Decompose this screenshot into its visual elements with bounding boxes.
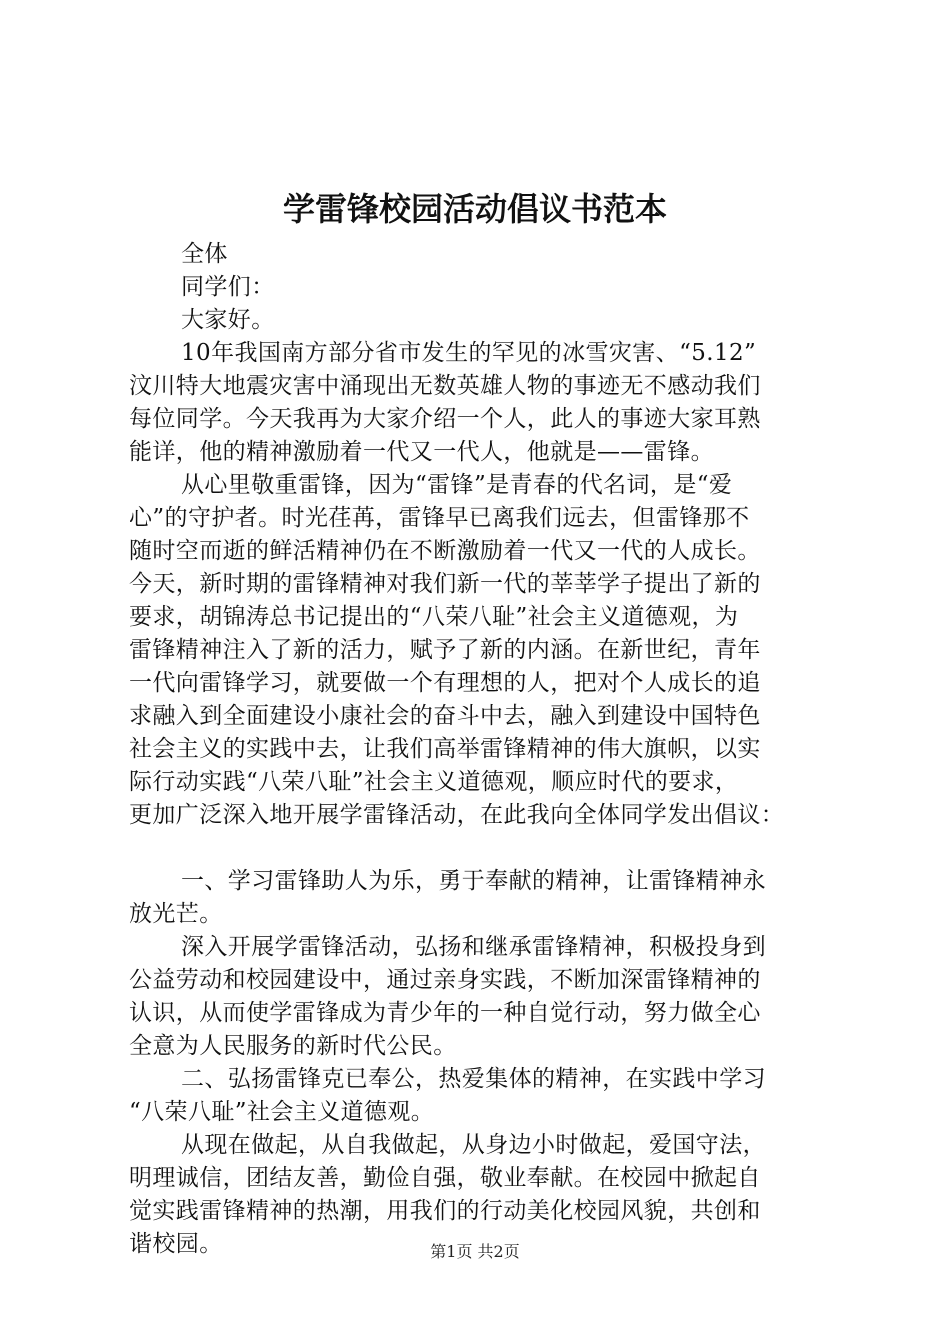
- paragraph-2-line-1: 从心里敬重雷锋，因为“雷锋”是青春的代名词，是“爱: [181, 472, 733, 498]
- proposal-1-body-line-2: 公益劳动和校园建设中，通过亲身实践，不断加深雷锋精神的: [129, 967, 761, 993]
- document-title: 学雷锋校园活动倡议书范本: [282, 190, 667, 228]
- page-footer: 第1页 共2页: [430, 1242, 520, 1261]
- blank-line: [129, 832, 829, 865]
- paragraph-1-line-4: 能详，他的精神激励着一代又一代人，他就是——雷锋。: [129, 439, 714, 465]
- paragraph-2-line-4: 今天，新时期的雷锋精神对我们新一代的莘莘学子提出了新的: [129, 571, 761, 597]
- salutation-line-2: 同学们：: [181, 274, 275, 300]
- proposal-2-body-line-4: 谐校园。: [129, 1231, 223, 1257]
- proposal-1-body-line-4: 全意为人民服务的新时代公民。: [129, 1033, 457, 1059]
- greeting-line: 大家好。: [181, 307, 275, 333]
- paragraph-2-line-5: 要求，胡锦涛总书记提出的“八荣八耻”社会主义道德观，为: [129, 604, 739, 630]
- proposal-2-heading-line-2: “八荣八耻”社会主义道德观。: [129, 1099, 435, 1125]
- proposal-1-body-line-1: 深入开展学雷锋活动，弘扬和继承雷锋精神，积极投身到: [181, 934, 766, 960]
- paragraph-1-line-1: 10年我国南方部分省市发生的罕见的冰雪灾害、“5.12”: [181, 340, 757, 366]
- proposal-2-body-line-3: 觉实践雷锋精神的热潮，用我们的行动美化校园风貌，共创和: [129, 1198, 761, 1224]
- proposal-2-body-line-1: 从现在做起，从自我做起，从身边小时做起，爱国守法，: [181, 1132, 766, 1158]
- paragraph-2-line-10: 际行动实践“八荣八耻”社会主义道德观，顺应时代的要求，: [129, 769, 739, 795]
- paragraph-2-line-8: 求融入到全面建设小康社会的奋斗中去，融入到建设中国特色: [129, 703, 761, 729]
- proposal-2-heading-line-1: 二、弘扬雷锋克已奉公，热爱集体的精神，在实践中学习: [181, 1066, 766, 1092]
- paragraph-2-line-9: 社会主义的实践中去，让我们高举雷锋精神的伟大旗帜，以实: [129, 736, 761, 762]
- proposal-1-body-line-3: 认识，从而使学雷锋成为青少年的一种自觉行动，努力做全心: [129, 1000, 761, 1026]
- paragraph-1-line-2: 汶川特大地震灾害中涌现出无数英雄人物的事迹无不感动我们: [129, 373, 761, 399]
- proposal-2-body-line-2: 明理诚信，团结友善，勤俭自强，敬业奉献。在校园中掀起自: [129, 1165, 761, 1191]
- proposal-1-heading-line-2: 放光芒。: [129, 901, 223, 927]
- paragraph-2-line-2: 心”的守护者。时光荏苒，雷锋早已离我们远去，但雷锋那不: [129, 505, 750, 531]
- salutation-line-1: 全体: [181, 241, 228, 267]
- paragraph-2-line-6: 雷锋精神注入了新的活力，赋予了新的内涵。在新世纪，青年: [129, 637, 761, 663]
- paragraph-2-line-7: 一代向雷锋学习，就要做一个有理想的人，把对个人成长的追: [129, 670, 761, 696]
- paragraph-2-line-3: 随时空而逝的鲜活精神仍在不断激励着一代又一代的人成长。: [129, 538, 761, 564]
- proposal-1-heading-line-1: 一、学习雷锋助人为乐，勇于奉献的精神，让雷锋精神永: [181, 868, 766, 894]
- spacer-line: [129, 205, 829, 238]
- document-body: [129, 205, 829, 1261]
- paragraph-1-line-3: 每位同学。今天我再为大家介绍一个人，此人的事迹大家耳熟: [129, 406, 761, 432]
- paragraph-2-line-11: 更加广泛深入地开展学雷锋活动，在此我向全体同学发出倡议：: [129, 802, 785, 828]
